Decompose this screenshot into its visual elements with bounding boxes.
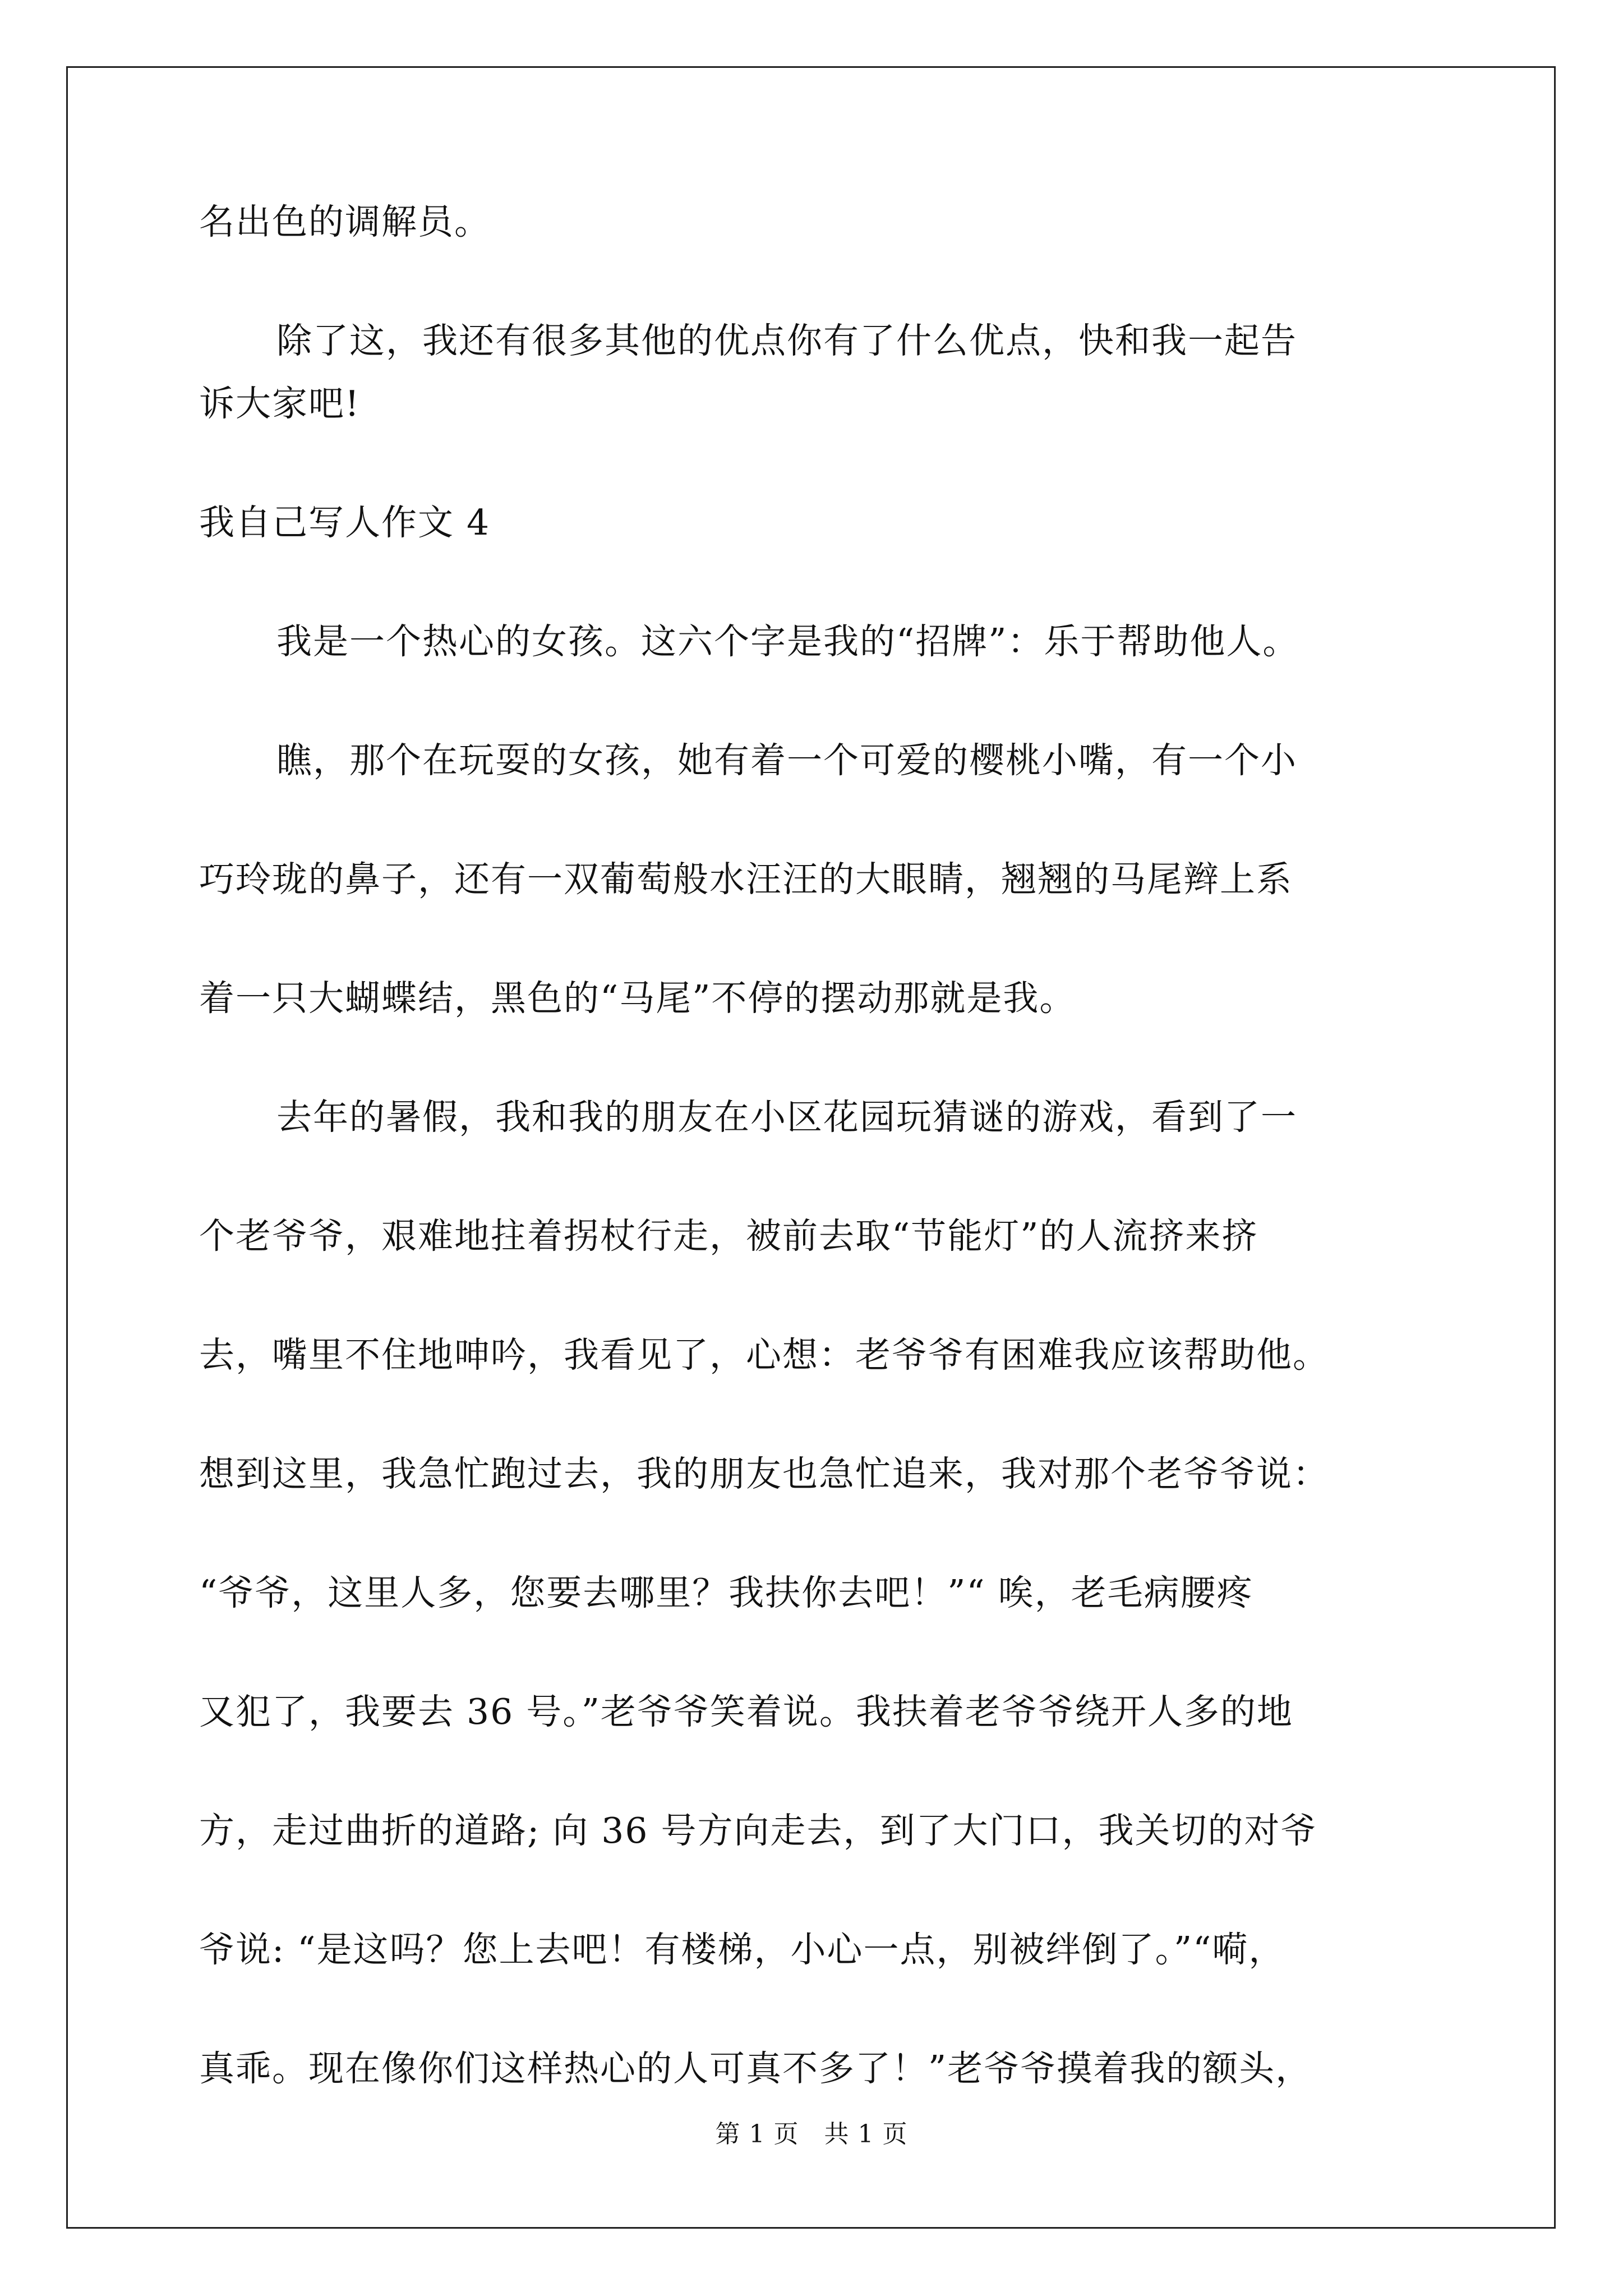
page-footer: 第 1 页 共 1 页 — [715, 2120, 908, 2148]
paragraph-line: 真乖。现在像你们这样热心的人可真不多了！”老爷爷摸着我的额头， — [199, 2048, 1312, 2089]
paragraph-line: 又犯了，我要去 36 号。”老爷爷笑着说。我扶着老爷爷绕开人多的地 — [199, 1691, 1293, 1732]
paragraph-line: 我是一个热心的女孩。这六个字是我的“招牌”：乐于帮助他人。 — [276, 621, 1299, 662]
paragraph-line: 个老爷爷，艰难地拄着拐杖行走，被前去取“节能灯”的人流挤来挤 — [199, 1216, 1258, 1257]
paragraph-line: 去，嘴里不住地呻吟，我看见了，心想：老爷爷有困难我应该帮助他。 — [199, 1335, 1329, 1375]
section-heading: 我自己写人作文 4 — [199, 502, 491, 543]
paragraph-line: 诉大家吧! — [199, 383, 361, 424]
paragraph-line: 想到这里，我急忙跑过去，我的朋友也急忙追来，我对那个老爷爷说： — [199, 1453, 1329, 1494]
paragraph-line: 巧玲珑的鼻子，还有一双葡萄般水汪汪的大眼睛，翘翘的马尾辫上系 — [199, 859, 1293, 900]
paragraph-line: 除了这，我还有很多其他的优点你有了什么优点，快和我一起告 — [276, 320, 1297, 361]
paragraph-line: “爷爷，这里人多，您要去哪里？我扶你去吧！”“ 唉，老毛病腰疼 — [199, 1572, 1253, 1613]
text-line-continuation: 名出色的调解员。 — [199, 201, 491, 242]
paragraph-line: 瞧，那个在玩耍的女孩，她有着一个可爱的樱桃小嘴，有一个小 — [276, 740, 1297, 781]
paragraph-line: 去年的暑假，我和我的朋友在小区花园玩猜谜的游戏，看到了一 — [276, 1097, 1297, 1138]
document-body — [199, 191, 1433, 2100]
paragraph-line: 着一只大蝴蝶结，黑色的“马尾”不停的摆动那就是我。 — [199, 978, 1076, 1019]
paragraph-line: 方，走过曲折的道路; 向 36 号方向走去，到了大门口，我关切的对爷 — [199, 1810, 1317, 1851]
paragraph-line: 爷说: “是这吗？您上去吧！有楼梯，小心一点，别被绊倒了。”“嗬， — [199, 1929, 1285, 1970]
